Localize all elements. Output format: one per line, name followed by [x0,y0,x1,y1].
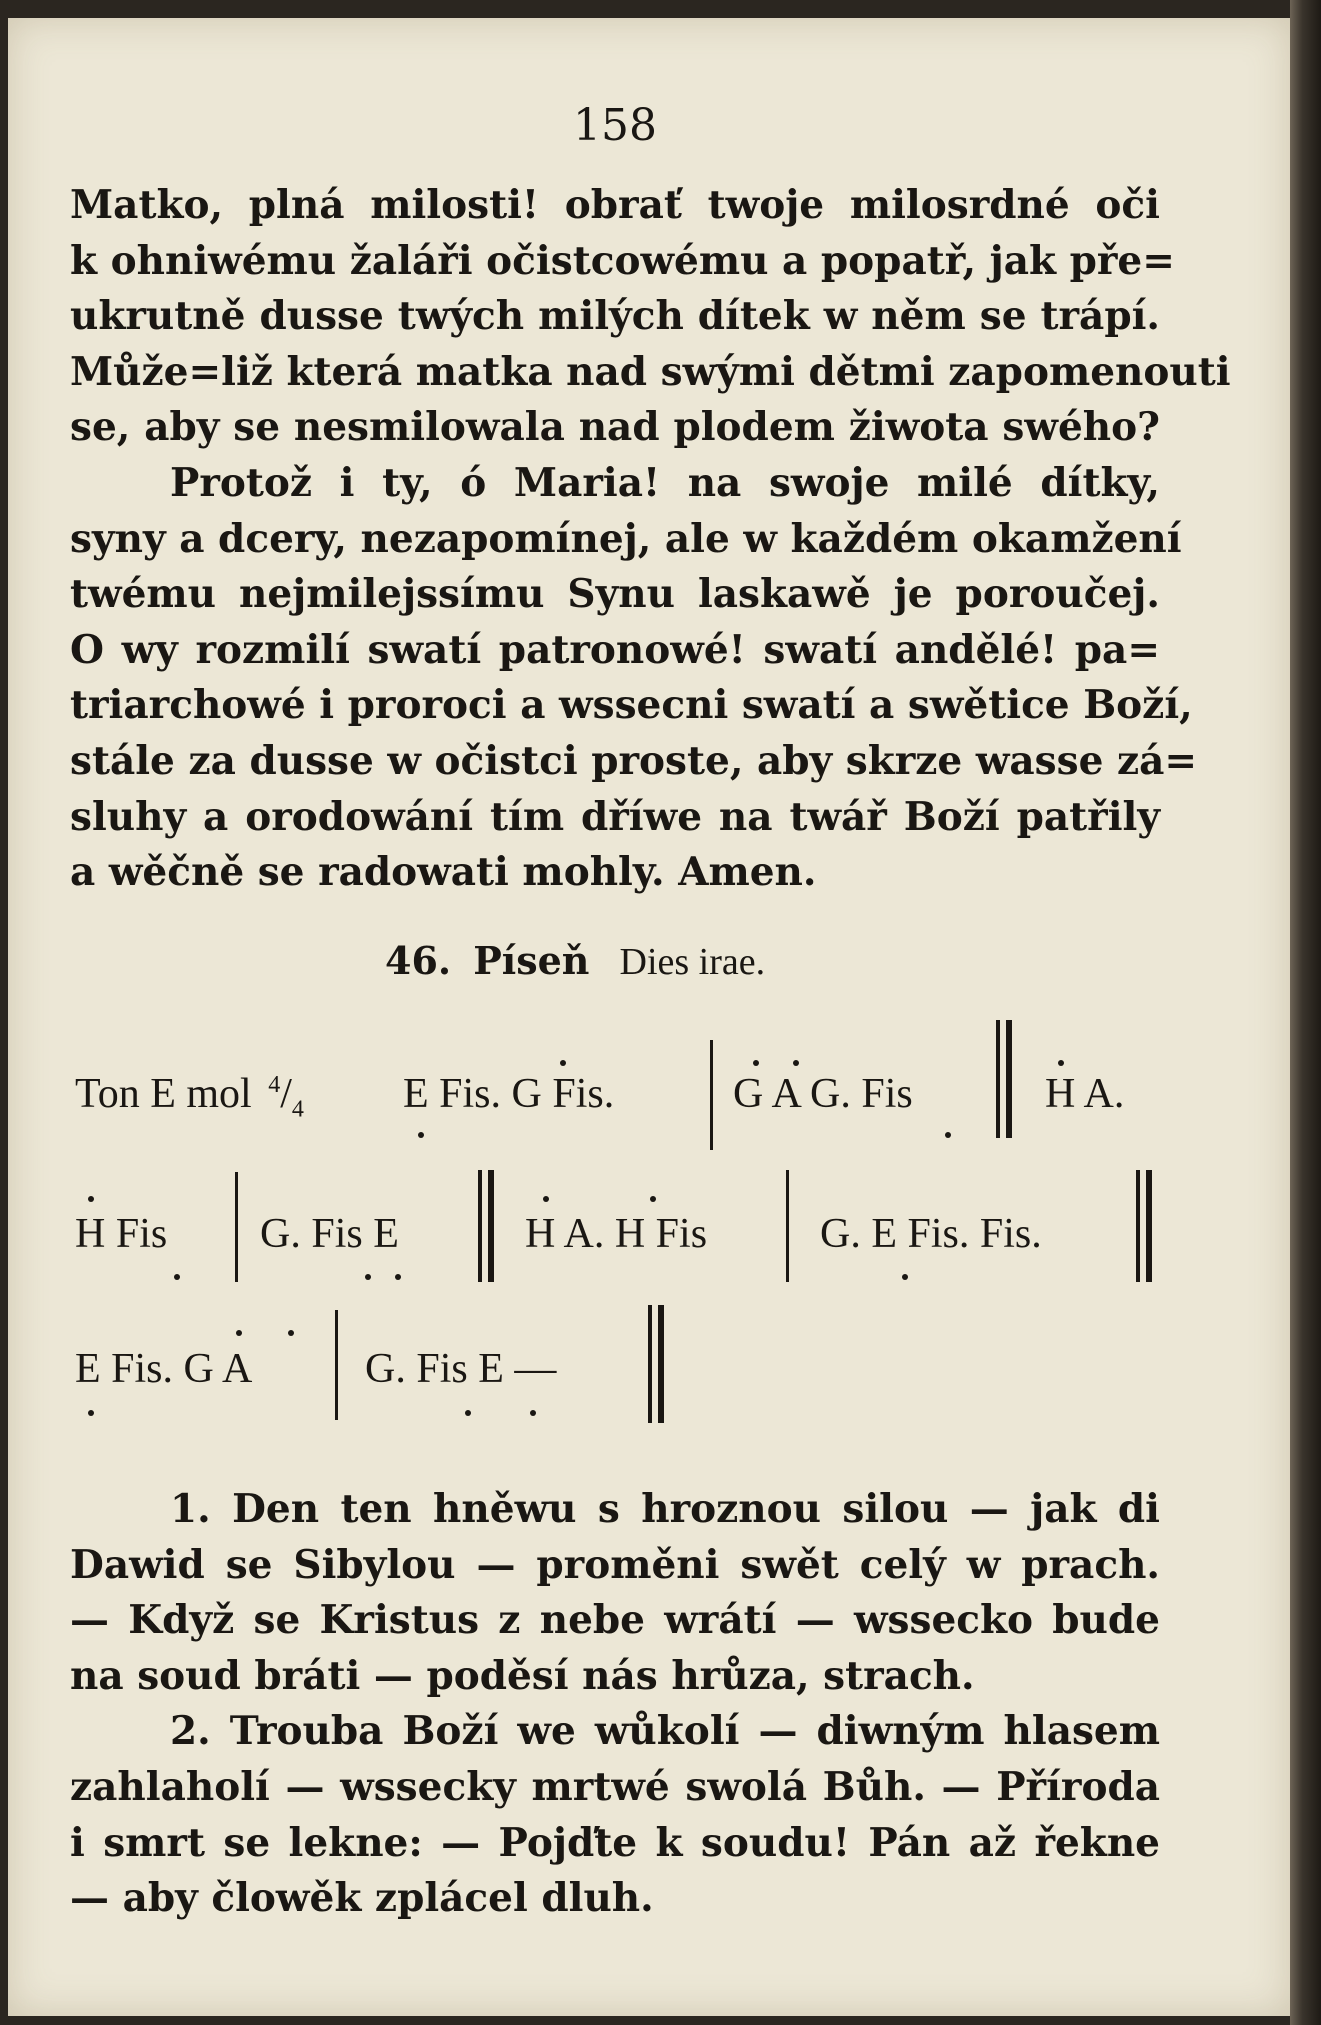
text-line: syny a dcery, nezapomínej, ale w každém okamžení [70,515,1182,562]
hymn-verses [70,1482,1160,1927]
text-line: a wěčně se radowati mohly. Amen. [70,849,817,896]
verse-line: 1. Den ten hněwu s hroznou silou — jak di [170,1486,1160,1532]
meter-numerator: 4 [268,1072,281,1098]
verse-line: — Když se Kristus z nebe wrátí — wssecko bude [70,1597,1160,1644]
note-dot [543,1196,549,1202]
measure: H Fis [75,1211,168,1257]
note-dot [793,1060,799,1066]
note-dot [465,1410,471,1416]
text-line: k ohniwému žaláři očistcowému a popatř, jak pře= [70,237,1175,284]
meter-denominator: 4 [291,1096,304,1123]
song-latin-title: Dies irae. [619,941,766,983]
measure: E Fis. G Fis. [403,1071,615,1117]
measure: E Fis. G A [75,1346,253,1392]
text-line: Matko, plná milosti! obrať twoje milosrdné oči [70,182,1160,228]
double-bar-line [478,1170,496,1282]
verse-line: zahlaholí — wssecky mrtwé swolá Bůh. — Příroda [70,1763,1160,1810]
double-bar-line [1136,1170,1154,1282]
bar-line [335,1310,338,1420]
text-line: sluhy a orodowání tím dříwe na twář Boží patřily [70,793,1160,840]
measure: G A G. Fis [733,1071,913,1117]
verse-line: — aby člowěk zplácel dluh. [70,1875,654,1922]
measure: G. Fis E [260,1211,399,1257]
song-number: 46. [385,938,452,983]
text-line: twému nejmilejssímu Synu laskawě je poroučej. [70,571,1160,618]
text-line: se, aby se nesmilowala nad plodem žiwota swého? [70,404,1160,451]
note-dot [945,1132,951,1138]
note-dot [650,1196,656,1202]
note-dot [365,1274,371,1280]
text-line: O wy rozmilí swatí patronowé! swatí andělé! pa= [70,626,1160,673]
song-title: Píseň [473,938,590,983]
verse-line: 2. Trouba Boží we wůkolí — diwným hlasem [170,1708,1160,1755]
verse-line: na soud bráti — poděsí nás hrůza, strach. [70,1652,975,1699]
text-line: stále za dusse w očistci proste, aby skrze wasse zá= [70,737,1198,784]
verse-line: Dawid se Sibylou — proměni swět celý w prach. [70,1541,1160,1588]
note-dot [753,1060,759,1066]
text-line: ukrutně dusse twých milých dítek w něm se trápí. [70,293,1160,340]
note-dot [88,1410,94,1416]
tone-label: Ton E mol $^4/_4$ [75,1071,304,1123]
note-dot [560,1060,566,1066]
note-dot [395,1274,401,1280]
measure: H A. H Fis [525,1211,708,1257]
bar-line [786,1170,789,1282]
text-line: Může=liž která matka nad swými dětmi zapomenouti [70,348,1231,395]
note-dot [236,1330,242,1336]
note-dot [174,1274,180,1280]
page-number: 158 [573,100,657,151]
measure: H A. [1045,1071,1125,1117]
note-dot [418,1132,424,1138]
text-line: triarchowé i proroci a wssecni swatí a swětice Boží, [70,682,1193,729]
text-line: Protož i ty, ó Maria! na swoje milé dítky, [170,459,1160,506]
double-bar-line [996,1020,1014,1138]
measure: G. Fis E — [365,1346,557,1392]
double-bar-line [648,1305,666,1423]
note-dot [288,1330,294,1336]
note-dot [902,1274,908,1280]
note-dot [1058,1060,1064,1066]
measure: G. E Fis. Fis. [820,1211,1042,1257]
bar-line [710,1040,713,1150]
book-binding-edge [1290,0,1321,2025]
bar-line [235,1172,238,1282]
verse-line: i smrt se lekne: — Pojďte k soudu! Pán až řekne [70,1819,1160,1866]
note-dot [530,1410,536,1416]
tone-key: Ton E mol [75,1071,252,1117]
note-dot [88,1196,94,1202]
